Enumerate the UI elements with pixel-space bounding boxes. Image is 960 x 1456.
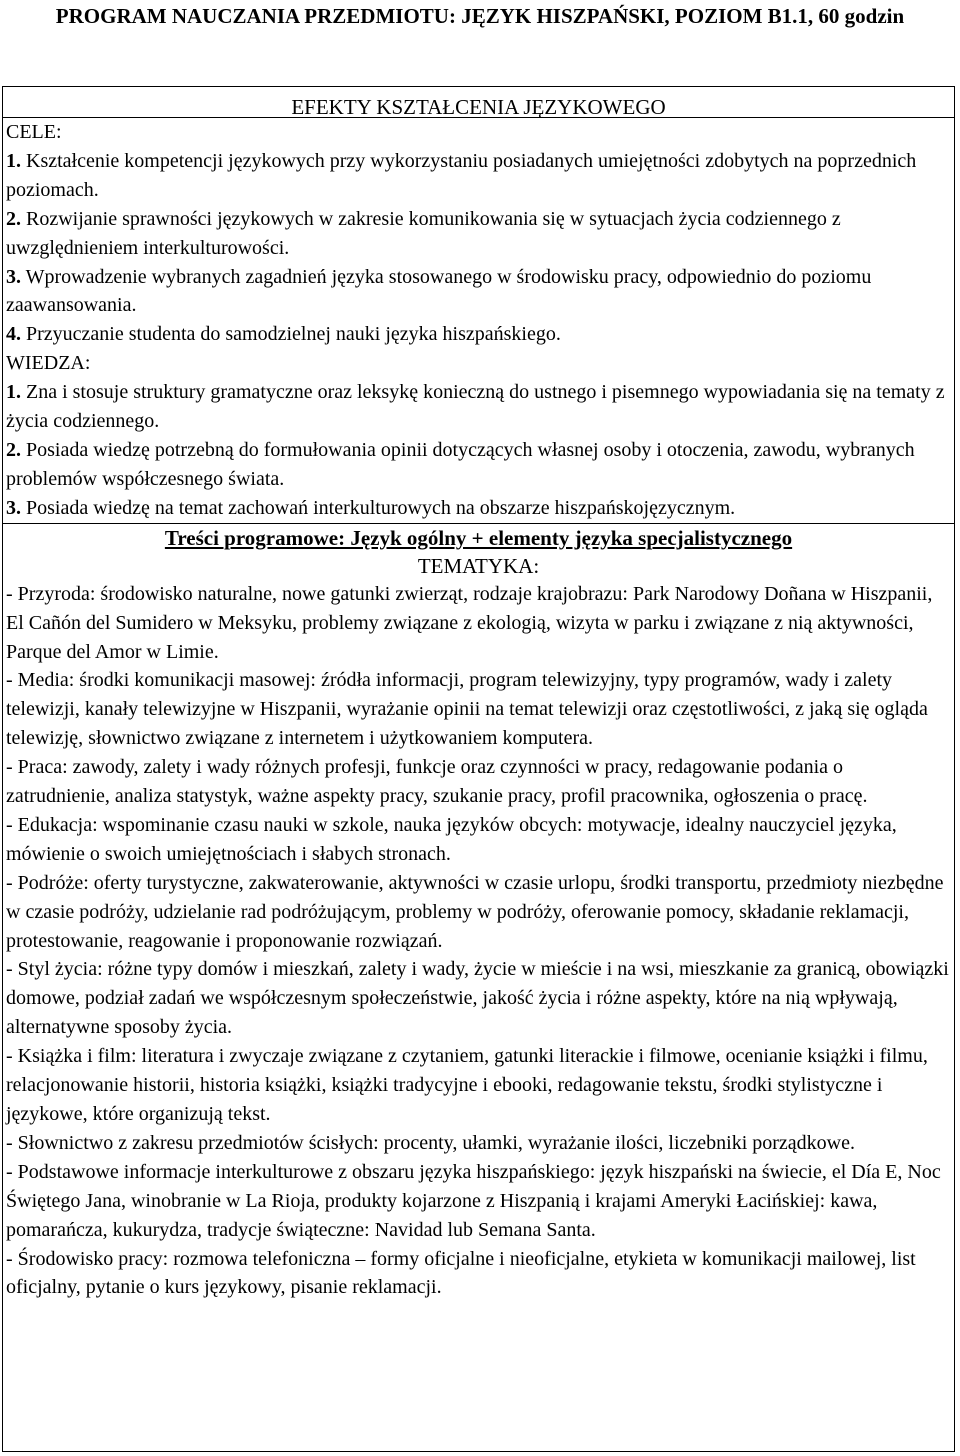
topic-item: - Podróże: oferty turystyczne, zakwaterowanie, aktywności w czasie urlopu, środki transportu, przedmioty niezbędne w czasie podróży, udzielanie rad podróżującym, problemy w podróży, oferowanie pomocy, składanie reklamacji, protestowanie, reagowanie i proponowanie rozwiązań. bbox=[6, 871, 944, 952]
program-table bbox=[2, 86, 955, 1452]
topic-item: - Praca: zawody, zalety i wady różnych profesji, funkcje oraz czynności w pracy, redagowanie podania o zatrudnienie, analiza statystyk, ważne aspekty pracy, szukanie pracy, profil pracownika, ogłoszenia o pracę. bbox=[6, 756, 868, 808]
knowledge-label: WIEDZA: bbox=[6, 352, 91, 375]
topic-item: - Podstawowe informacje interkulturowe z obszaru języka hiszpańskiego: język hiszpański na świecie, el Día E, Noc Świętego Jana, winobranie w La Rioja, produkty kojarzone z Hiszpanią i krajami Ameryki Łacińskiej: kawa, pomarańcza, kukurydza, tradycje świąteczne: Navidad lub Semana Santa. bbox=[6, 1160, 941, 1241]
goals-list bbox=[6, 147, 951, 349]
goal-number: 3. bbox=[6, 265, 21, 288]
goal-item bbox=[6, 147, 951, 205]
goal-item bbox=[6, 263, 951, 321]
topic-item: - Przyroda: środowisko naturalne, nowe gatunki zwierząt, rodzaje krajobrazu: Park Narodowy Doñana w Hiszpanii, El Cañón del Sumidero w Meksyku, problemy związane z ekologią, wizyta w parku i związane z nią aktywności, Parque del Amor w Limie. bbox=[6, 582, 933, 663]
topic-item: - Książka i film: literatura i zwyczaje związane z czytaniem, gatunki literackie i filmowe, ocenianie książki i filmu, relacjonowanie historii, historia książki, książki tradycyjne i ebooki, redagowanie tekstu, środki stylistyczne i językowe, które organizują tekst. bbox=[6, 1045, 928, 1125]
topic-item: - Media: środki komunikacji masowej: źródła informacji, program telewizyjny, typy programów, wady i zalety telewizji, kanały telewizyjne w Hiszpanii, wyrażanie opinii na temat telewizji oraz częstotliwości, z jaką się ogląda telewizję, słownictwo związane z internetem i użytkowaniem komputera. bbox=[6, 669, 928, 750]
document-title: PROGRAM NAUCZANIA PRZEDMIOTU: JĘZYK HISZPAŃSKI, POZIOM B1.1, 60 godzin bbox=[55, 4, 905, 28]
goal-number: 2. bbox=[6, 207, 21, 230]
topics-label: TEMATYKA: bbox=[417, 553, 540, 578]
effects-header-row bbox=[3, 87, 954, 118]
goal-text: Kształcenie kompetencji językowych przy wykorzystaniu posiadanych umiejętności zdobytych na poprzednich poziomach. bbox=[6, 149, 917, 201]
knowledge-text: Posiada wiedzę potrzebną do formułowania opinii dotyczących własnej osoby i otoczenia, zawodu, wybranych problemów współczesnego świata. bbox=[6, 438, 915, 490]
knowledge-number: 3. bbox=[6, 496, 21, 519]
knowledge-number: 2. bbox=[6, 438, 21, 461]
goals-label: CELE: bbox=[6, 121, 62, 143]
topic-item: - Środowisko pracy: rozmowa telefoniczna – formy oficjalne i nieoficjalne, etykieta w komunikacji mailowej, list oficjalny, pytanie o kurs językowy, pisanie reklamacji. bbox=[6, 1247, 916, 1299]
knowledge-text: Zna i stosuje struktury gramatyczne oraz leksykę konieczną do ustnego i pisemnego wypowiadania się na tematy z życia codziennego. bbox=[6, 381, 945, 433]
topic-item: - Słownictwo z zakresu przedmiotów ścisłych: procenty, ułamki, wyrażanie ilości, liczebniki porządkowe. bbox=[6, 1131, 855, 1154]
topics-list bbox=[3, 580, 954, 1303]
goal-text: Rozwijanie sprawności językowych w zakresie komunikowania się w sytuacjach życia codziennego z uwzględnieniem interkulturowości. bbox=[6, 207, 841, 259]
knowledge-item bbox=[6, 494, 951, 523]
topic-item: - Styl życia: różne typy domów i mieszkań, zalety i wady, życie w mieście i na wsi, mieszkanie za granicą, obowiązki domowe, podział zadań we współczesnym społeczeństwie, jakość życia i różne aspekty, które na nią wpływają, alternatywne sposoby życia. bbox=[6, 958, 949, 1039]
goal-number: 1. bbox=[6, 149, 21, 172]
goal-item bbox=[6, 205, 951, 263]
knowledge-item bbox=[6, 436, 951, 494]
topic-item: - Edukacja: wspominanie czasu nauki w szkole, nauka języków obcych: motywacje, idealny nauczyciel języka, mówienie o swoich umiejętnościach i słabych stronach. bbox=[6, 813, 897, 865]
effects-cell bbox=[3, 118, 954, 523]
knowledge-list bbox=[6, 378, 951, 523]
knowledge-number: 1. bbox=[6, 381, 21, 404]
knowledge-text: Posiada wiedzę na temat zachowań interkulturowych na obszarze hiszpańskojęzycznym. bbox=[21, 496, 736, 519]
goal-item bbox=[6, 320, 951, 349]
effects-header: EFEKTY KSZTAŁCENIA JĘZYKOWEGO bbox=[291, 95, 666, 119]
goal-number: 4. bbox=[6, 323, 21, 346]
content-cell bbox=[3, 523, 954, 1303]
content-header: Treści programowe: Język ogólny + elementy języka specjalistycznego bbox=[164, 525, 793, 550]
goal-text: Wprowadzenie wybranych zagadnień języka stosowanego w środowisku pracy, odpowiednio do poziomu zaawansowania. bbox=[6, 265, 872, 317]
goal-text: Przyuczanie studenta do samodzielnej nauki języka hiszpańskiego. bbox=[21, 323, 561, 346]
knowledge-item bbox=[6, 378, 951, 436]
